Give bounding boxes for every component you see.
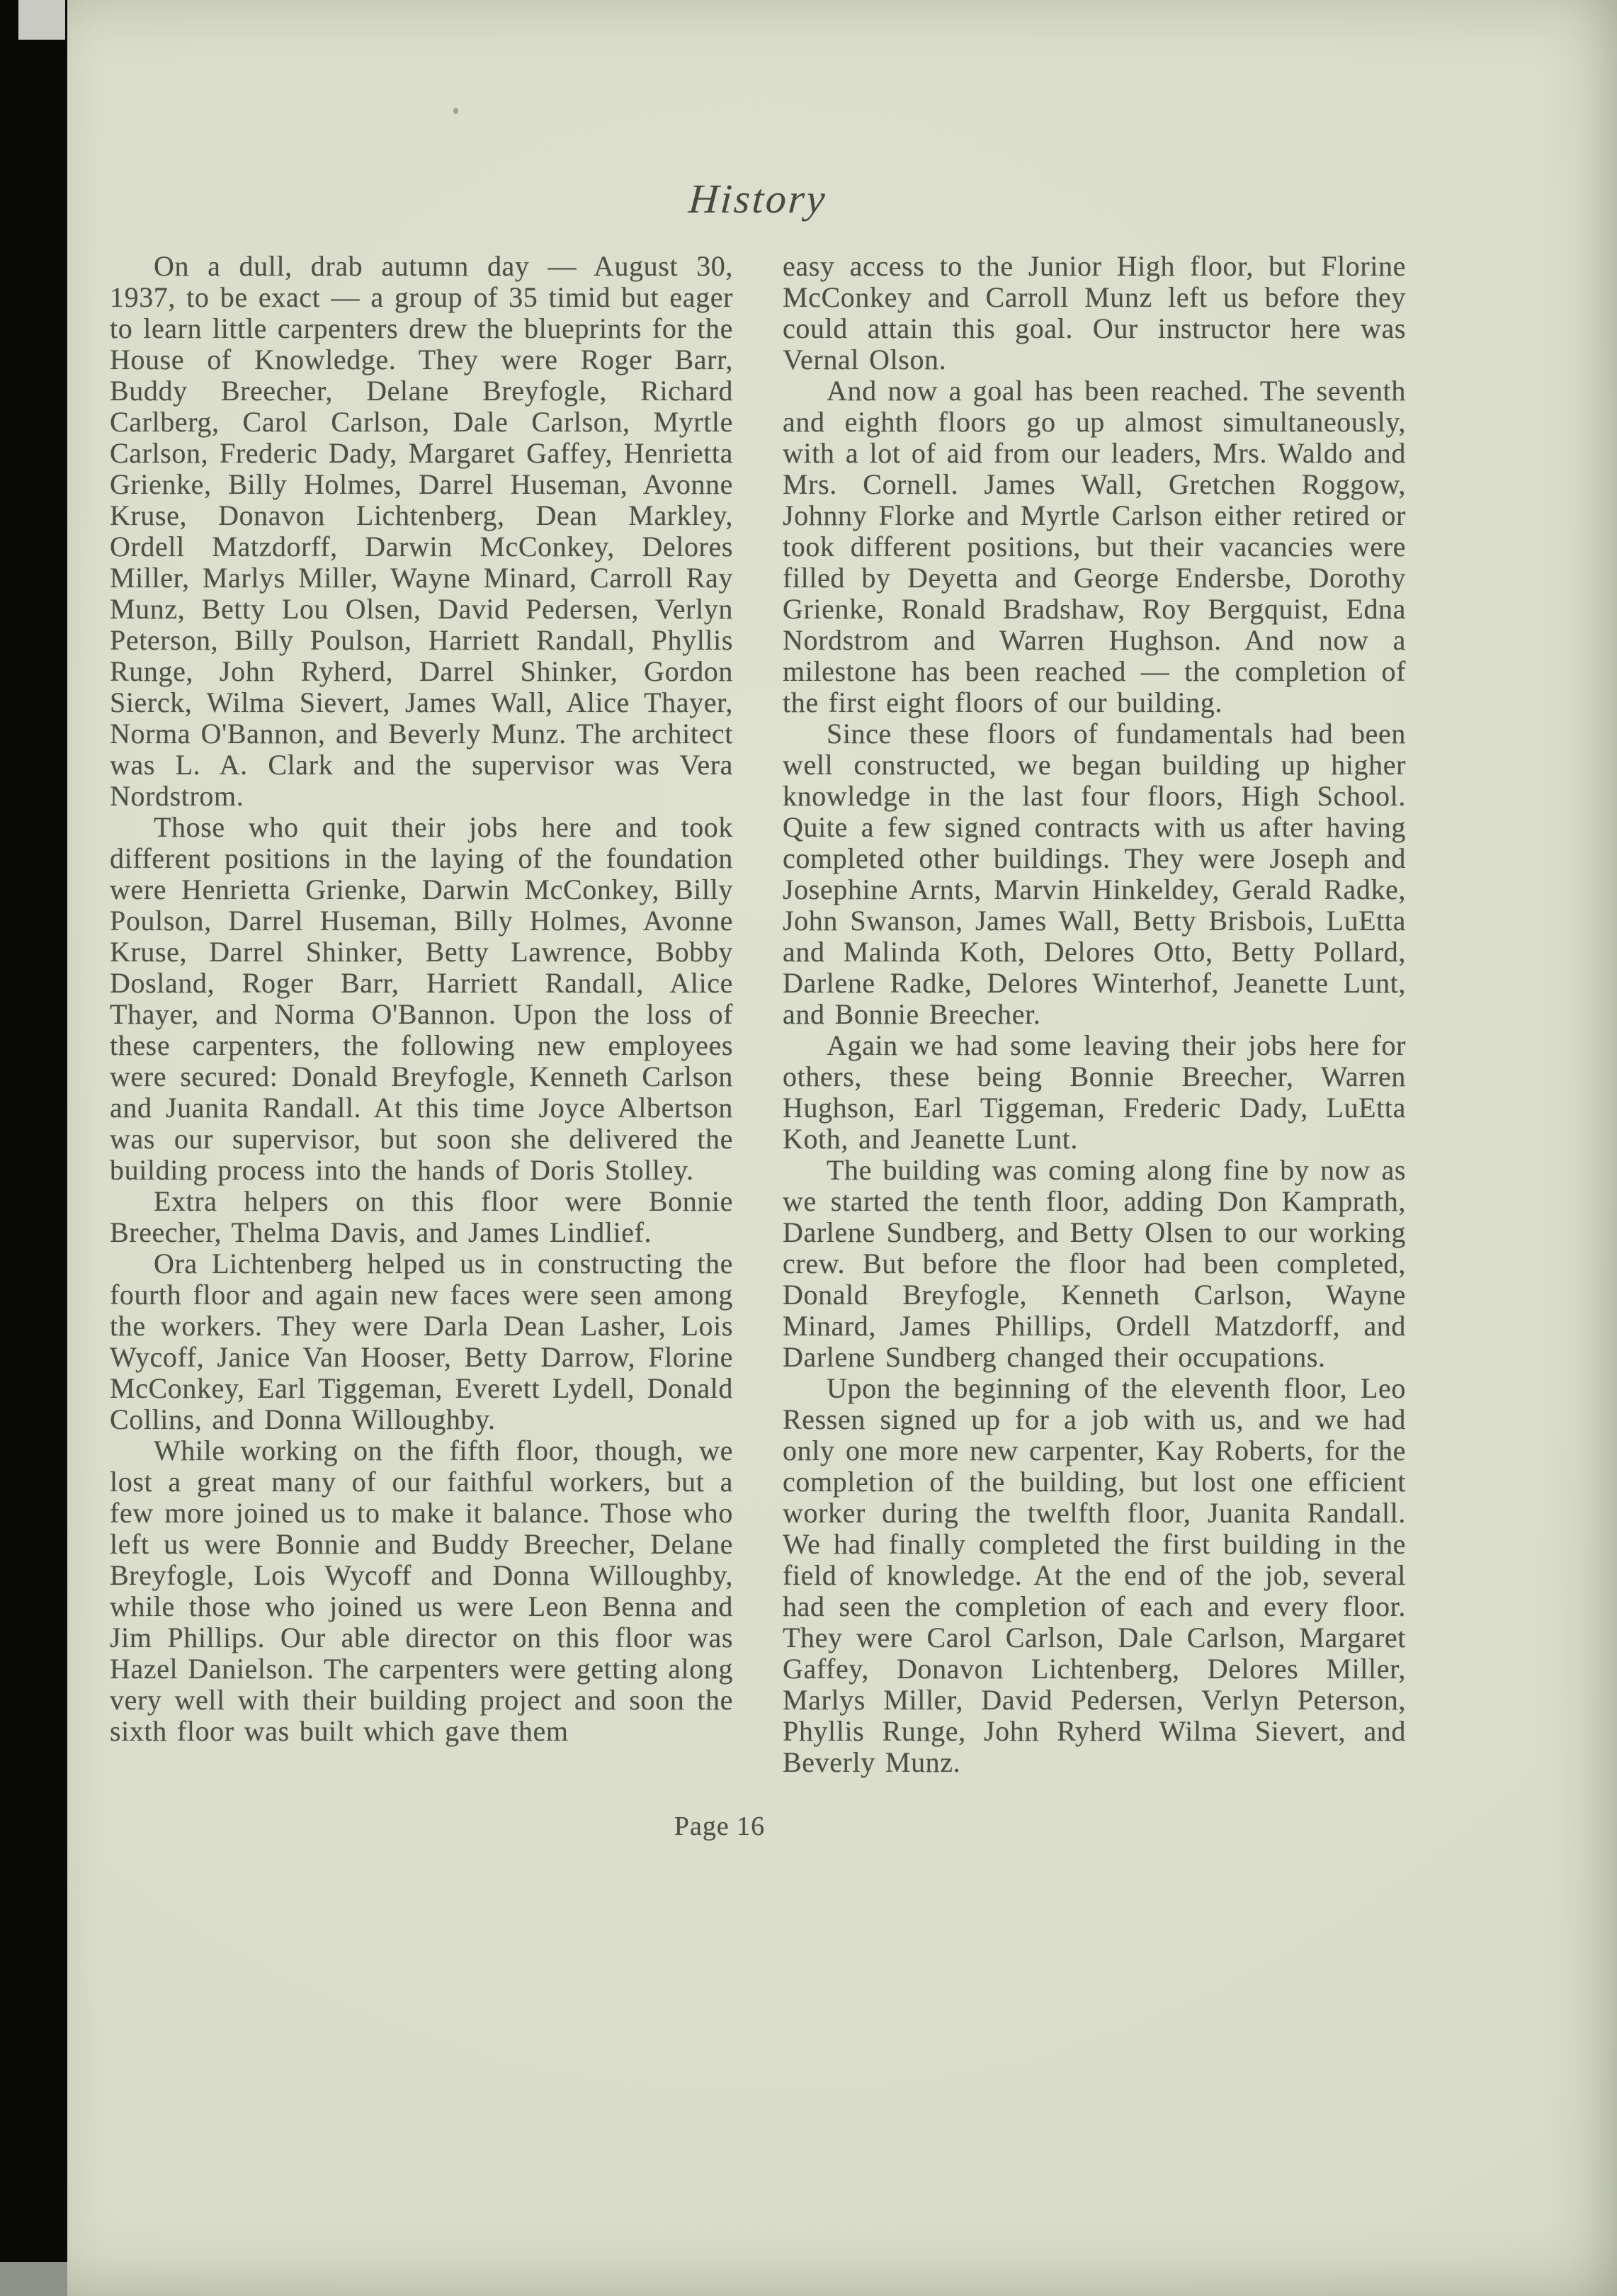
column-left [110,251,733,1778]
scan-notch-top [18,0,65,40]
paragraph: And now a goal has been reached. The seventh and eighth floors go up almost simultaneously, with a lot of aid from our leaders, Mrs. Waldo and Mrs. Cornell. James Wall, Gretchen Roggow, Johnny Florke and Myrtle Carlson either retired or took different positions, but their vacancies were filled by Deyetta and George Endersbe, Dorothy Grienke, Ronald Bradshaw, Roy Bergquist, Edna Nordstrom and Warren Hughson. And now a milestone has been reached — the completion of the first eight floors of our building. [783,375,1406,718]
binding-edge [0,0,67,2296]
paragraph: While working on the fifth floor, though, we lost a great many of our faithful workers, but a few more joined us to make it balance. Those who left us were Bonnie and Buddy Breecher, Delane Breyfogle, Lois Wycoff and Donna Willoughby, while those who joined us were Leon Benna and Jim Phillips. Our able director on this floor was Hazel Danielson. The carpenters were getting along very well with their building project and soon the sixth floor was built which gave them [110,1435,733,1747]
paper-speck [453,108,458,114]
paragraph: Again we had some leaving their jobs here for others, these being Bonnie Breecher, Warren Hughson, Earl Tiggeman, Frederic Dady, LuEtta Koth, and Jeanette Lunt. [783,1029,1406,1155]
paragraph: Since these floors of fundamentals had been well constructed, we began building up higher knowledge in the last four floors, High School. Quite a few signed contracts with us after having completed other buildings. They were Joseph and Josephine Arnts, Marvin Hinkeldey, Gerald Radke, John Swanson, James Wall, Betty Brisbois, LuEtta and Malinda Koth, Delores Otto, Betty Pollard, Darlene Radke, Delores Winterhof, Jeanette Lunt, and Bonnie Breecher. [783,718,1406,1030]
paragraph-continuation: easy access to the Junior High floor, but Florine McConkey and Carroll Munz left us before they could attain this goal. Our instructor here was Vernal Olson. [783,250,1406,375]
paragraph: The building was coming along fine by now as we started the tenth floor, adding Don Kamprath, Darlene Sundberg, and Betty Olsen to our working crew. But before the floor had been completed, Donald Breyfogle, Kenneth Carlson, Wayne Minard, James Phillips, Ordell Matzdorff, and Darlene Sundberg changed their occupations. [783,1154,1406,1373]
text-columns [110,251,1406,1778]
page-number: Page 16 [674,1811,766,1841]
paragraph: Ora Lichtenberg helped us in constructing the fourth floor and again new faces were seen among the workers. They were Darla Dean Lasher, Lois Wycoff, Janice Van Hooser, Betty Darrow, Florine McConkey, Earl Tiggeman, Everett Lydell, Donald Collins, and Donna Willoughby. [110,1248,733,1435]
paragraph: Extra helpers on this floor were Bonnie Breecher, Thelma Davis, and James Lindlief. [110,1185,733,1248]
scan-notch-bottom [0,2262,67,2296]
paper [67,0,1617,2296]
paragraph: Upon the beginning of the eleventh floor, Leo Ressen signed up for a job with us, and we had only one more new carpenter, Kay Roberts, for the completion of the building, but lost one efficient worker during the twelfth floor, Juanita Randall. We had finally completed the first building in the field of knowledge. At the end of the job, several had seen the completion of each and every floor. They were Carol Carlson, Dale Carlson, Margaret Gaffey, Donavon Lichtenberg, Delores Miller, Marlys Miller, David Pedersen, Verlyn Peterson, Phyllis Runge, John Ryherd Wilma Sievert, and Beverly Munz. [783,1372,1406,1778]
page-title: History [687,176,829,222]
column-right [783,251,1406,1778]
paragraph: On a dull, drab autumn day — August 30, 1937, to be exact — a group of 35 timid but eager to learn little carpenters drew the blueprints for the House of Knowledge. They were Roger Barr, Buddy Breecher, Delane Breyfogle, Richard Carlberg, Carol Carlson, Dale Carlson, Myrtle Carlson, Frederic Dady, Margaret Gaffey, Henrietta Grienke, Billy Holmes, Darrel Huseman, Avonne Kruse, Donavon Lichtenberg, Dean Markley, Ordell Matzdorff, Darwin McConkey, Delores Miller, Marlys Miller, Wayne Minard, Carroll Ray Munz, Betty Lou Olsen, David Pedersen, Verlyn Peterson, Billy Poulson, Harriett Randall, Phyllis Runge, John Ryherd, Darrel Shinker, Gordon Sierck, Wilma Sievert, James Wall, Alice Thayer, Norma O'Bannon, and Beverly Munz. The architect was L. A. Clark and the supervisor was Vera Nordstrom. [110,250,733,812]
paper-speck [1390,522,1394,526]
paragraph: Those who quit their jobs here and took different positions in the laying of the foundation were Henrietta Grienke, Darwin McConkey, Billy Poulson, Darrel Huseman, Billy Holmes, Avonne Kruse, Darrel Shinker, Betty Lawrence, Bobby Dosland, Roger Barr, Harriett Randall, Alice Thayer, and Norma O'Bannon. Upon the loss of these carpenters, the following new employees were secured: Donald Breyfogle, Kenneth Carlson and Juanita Randall. At this time Joyce Albertson was our supervisor, but soon she delivered the building process into the hands of Doris Stolley. [110,811,733,1186]
